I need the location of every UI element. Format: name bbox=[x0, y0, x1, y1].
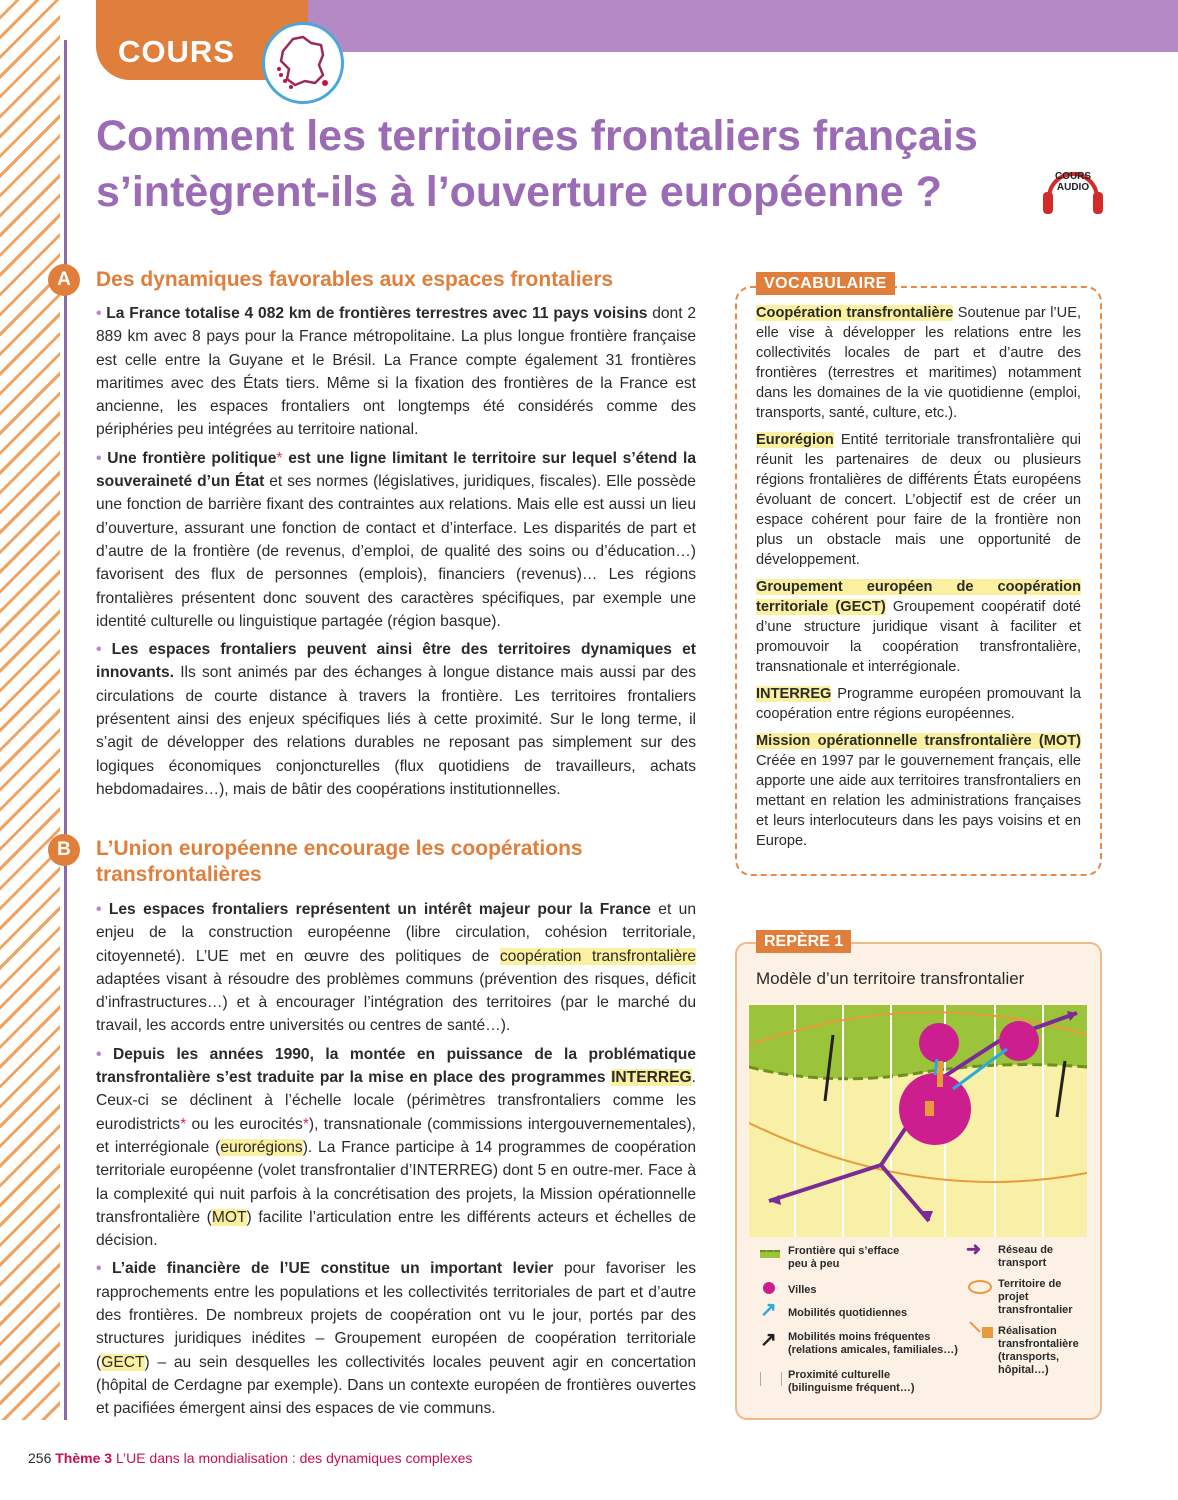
vocab-entry: Eurorégion Entité territoriale transfrontalière qui réunit les partenaires de deux ou plusieurs régions frontalières de différents États européens évoluant de concert. L’objectif est de créer un espace cohérent pour faire de la frontière non plus un obstacle mais une opportunité de développement. bbox=[756, 432, 1081, 568]
vocabulary-list bbox=[756, 303, 1081, 858]
footer-theme: Thème 3 bbox=[55, 1450, 113, 1466]
section-b-badge: B bbox=[48, 834, 80, 866]
legend-territoire: Territoire de projet transfrontalier bbox=[998, 1278, 1073, 1316]
decorative-stripes bbox=[0, 0, 60, 1420]
city-legend-icon bbox=[763, 1282, 775, 1294]
legend-reseau: Réseau de transport bbox=[998, 1244, 1054, 1269]
page-number: 256 bbox=[28, 1450, 52, 1466]
paragraph: • Les espaces frontaliers peuvent ainsi être des territoires dynamiques et innovants. Ils sont animés par des échanges à longue distance mais aussi par des circulations de courte distance à travers la frontière. Les territoires frontaliers présentent ainsi des enjeux spécifiques liés à cette proximité. Sur le long terme, il s’agit de développer des relations durables ne reposant pas simplement sur des logiques économiques conjoncturelles (flux quotidiens de travailleurs, achats hebdomadaires…), mais de bâtir des coopérations institutionnelles. bbox=[96, 641, 696, 798]
border-legend-icon bbox=[760, 1250, 780, 1258]
territory-legend-icon bbox=[968, 1280, 992, 1294]
paragraph: • Une frontière politique* est une ligne limitant le territoire sur lequel s’étend la souveraineté d’un État et ses normes (législatives, juridiques, fiscales). Elle possède une fonction de barrière fixant des contraintes aux relations. Mais elle est aussi un lieu d’ouverture, assurant une fonction de contact et d’interface. Les disparités de part et d’autre de la frontière (de revenus, d’emploi, de qualité des soins ou d’éducation…) favorisent des flux de personnes (emplois), financiers (revenus)… Les régions frontalières présentent donc souvent des caractères spécifiques, par exemple une identité culturelle ou linguistique partagée (région basque). bbox=[96, 449, 696, 630]
less-frequent-arrow-icon: ↗ bbox=[760, 1329, 777, 1351]
title-line-2: s’intègrent-ils à l’ouverture européenne ? bbox=[96, 168, 942, 216]
section-a-title: Des dynamiques favorables aux espaces frontaliers bbox=[96, 268, 614, 291]
footer-subtitle: L’UE dans la mondialisation : des dynamiques complexes bbox=[115, 1450, 473, 1466]
repere-title: Modèle d’un territoire transfrontalier bbox=[756, 969, 1025, 988]
transport-arrow-icon: ➜ bbox=[966, 1239, 982, 1259]
page-footer bbox=[28, 1450, 472, 1466]
cours-label: COURS bbox=[118, 34, 235, 69]
territory-model-diagram bbox=[749, 1005, 1087, 1237]
page-title bbox=[96, 108, 1056, 220]
vocabulary-label: VOCABULAIRE bbox=[756, 272, 895, 295]
vocab-link[interactable]: coopération transfrontalière bbox=[499, 947, 696, 965]
daily-arrow-icon: ↗ bbox=[760, 1299, 777, 1321]
legend-villes: Villes bbox=[788, 1284, 817, 1296]
title-line-1: Comment les territoires frontaliers français bbox=[96, 112, 978, 160]
legend-proximite: Proximité culturelle (bilinguisme fréquent…) bbox=[788, 1369, 915, 1394]
city-medium bbox=[999, 1021, 1039, 1061]
vocab-entry: Groupement européen de coopération territoriale (GECT) Groupement coopératif doté d’une structure juridique visant à faciliter et promouvoir la coopération transfrontalière, transnationale et interrégionale. bbox=[756, 579, 1082, 675]
section-b-title: L’Union européenne encourage les coopérations transfrontalières bbox=[96, 837, 583, 886]
paragraph: • Depuis les années 1990, la montée en puissance de la problématique transfrontalière s’est traduite par la mise en place des programmes INTERREG. Ceux-ci se déclinent à l’échelle locale (périmètres transfrontaliers comme les eurodistricts* ou les eurocités*), transnationale (commissions intergouvernementales), et interrégionale (eurorégions). La France participe à 14 programmes de coopération territoriale européenne (volet transfrontalier d’INTERREG) dont 5 en outre-mer. Face à la complexité qui nuit parfois à la concrétisation des projets, la Mission opérationnelle transfrontalière (MOT) facilite l’articulation entre les différents acteurs et échelles de décision. bbox=[96, 1045, 697, 1250]
legend-mobilites-moins: Mobilités moins fréquentes (relations amicales, familiales…) bbox=[788, 1331, 958, 1356]
paragraph: • Les espaces frontaliers représentent un intérêt majeur pour la France et un enjeu de la construction européenne (libre circulation, cohésion territoriale, citoyenneté). L’UE met en œuvre des politiques de coopération transfrontalière adaptées visant à résoudre des problèmes communs (prévention des risques, déficit d’infrastructures…) et à encourager l’intégration des territoires (par le marché du travail, les accords entre universités ou centres de santé…). bbox=[96, 901, 696, 1035]
vocab-entry: Mission opérationnelle transfrontalière (MOT) Créée en 1997 par le gouvernement français, elle apporte une aide aux territoires transfrontaliers en mettant en relation les administrations françaises et leurs interlocuteurs dans les pays voisins et en Europe. bbox=[756, 733, 1081, 849]
france-map-icon bbox=[262, 22, 344, 104]
realisation-square-icon bbox=[982, 1327, 993, 1338]
repere-label: REPÈRE 1 bbox=[756, 930, 851, 953]
section-b-text bbox=[96, 898, 696, 1426]
paragraph: • L’aide financière de l’UE constitue un important levier pour favoriser les rapprochements entre les populations et les collectivités territoriales de part et d’autre des frontières. De nombreux projets de coopération ont vu le jour, portés par des structures juridiques inédites – Groupement européen de coopération territoriale (GECT) – au sein desquelles les collectivités locales peuvent agir en concertation (hôpital de Cerdagne par exemple). Dans un contexte européen de frontières ouvertes et pacifiées émergent ainsi des espaces de vie communs. bbox=[96, 1260, 696, 1418]
legend-mobilites-quotidiennes: Mobilités quotidiennes bbox=[788, 1307, 908, 1319]
section-a-badge: A bbox=[48, 264, 80, 296]
realisation-marker bbox=[925, 1101, 934, 1116]
audio-label[interactable]: COURS AUDIO bbox=[1054, 171, 1092, 193]
vocab-link[interactable]: GECT bbox=[101, 1353, 145, 1371]
legend-realisation: Réalisation transfrontalière (transports, hôpital…) bbox=[998, 1325, 1079, 1376]
vocab-entry: Coopération transfrontalière Soutenue par l’UE, elle vise à développer les relations entre les collectivités locales de part et d’autre des frontières (terrestres et maritimes) notamment dans les domaines de la vie quotidienne (emploi, transports, santé, culture, etc.). bbox=[756, 305, 1082, 421]
margin-line bbox=[64, 40, 67, 1420]
vocab-entry: INTERREG Programme européen promouvant la coopération entre régions européennes. bbox=[756, 686, 1081, 722]
vocab-link[interactable]: INTERREG bbox=[611, 1069, 692, 1087]
section-a-text bbox=[96, 302, 696, 806]
vocab-link[interactable]: MOT bbox=[211, 1208, 247, 1226]
proximity-legend-icon bbox=[760, 1372, 782, 1386]
vocab-link[interactable]: eurorégions bbox=[220, 1138, 303, 1156]
legend-frontiere: Frontière qui s’efface peu à peu bbox=[788, 1245, 900, 1270]
paragraph: • La France totalise 4 082 km de frontières terrestres avec 11 pays voisins dont 2 889 km avec 8 pays pour la France métropolitaine. La plus longue frontière française est celle entre la Guyane et le Brésil. La France compte également 31 frontières maritimes avec des États tiers. Même si la fixation des frontières de la France est ancienne, les espaces frontaliers ont longtemps été considérés comme des périphéries peu intégrées au territoire national. bbox=[96, 305, 697, 439]
header-bar bbox=[305, 0, 1178, 52]
city-medium bbox=[919, 1023, 959, 1063]
